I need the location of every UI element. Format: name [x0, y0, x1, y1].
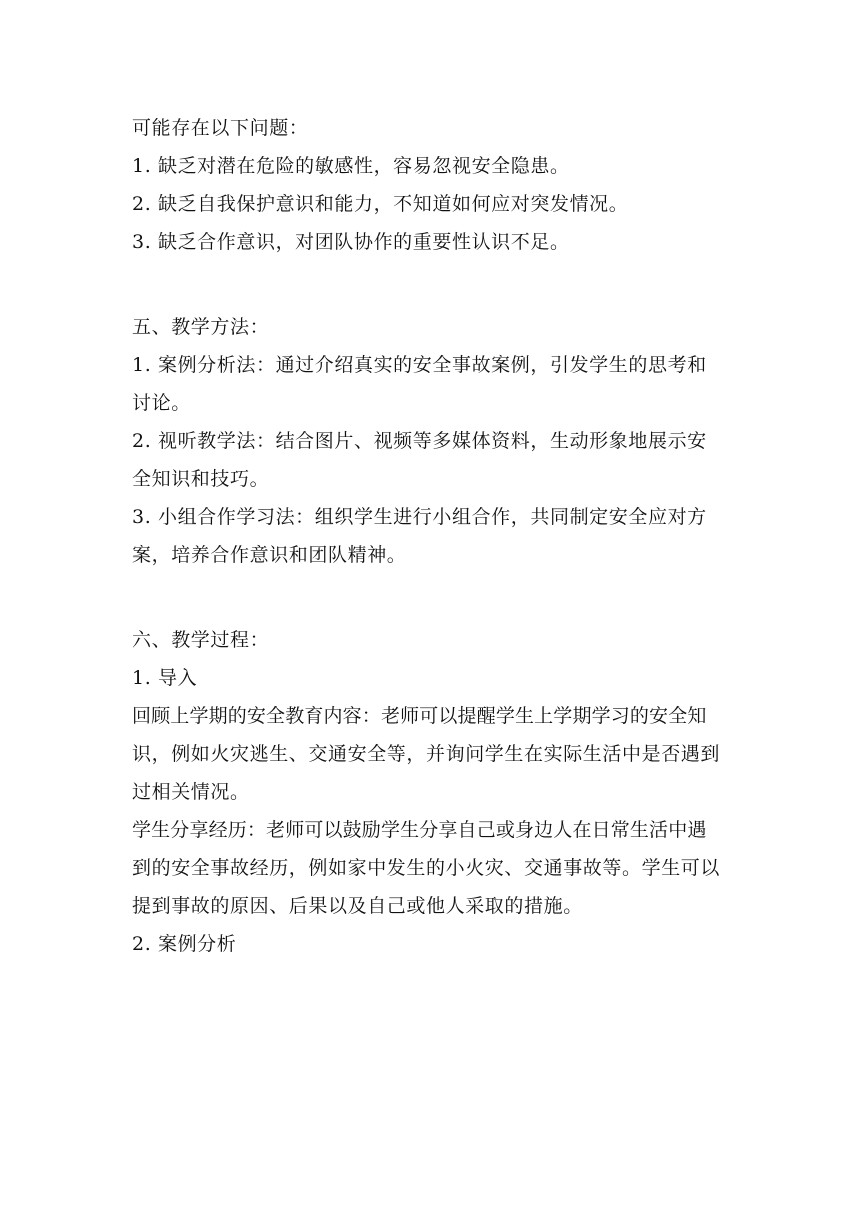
process-para-1-line-3: 过相关情况。 [132, 781, 250, 803]
intro-item-1: 1. 缺乏对潜在危险的敏感性，容易忽视安全隐患。 [132, 155, 570, 177]
document-body [132, 109, 728, 963]
intro-item-3: 3. 缺乏合作意识，对团队协作的重要性认识不足。 [132, 231, 570, 253]
process-para-2-line-1: 学生分享经历：老师可以鼓励学生分享自己或身边人在日常生活中遇 [132, 819, 707, 841]
intro-item-2: 2. 缺乏自我保护意识和能力，不知道如何应对突发情况。 [132, 193, 629, 215]
methods-item-2-line-2: 全知识和技巧。 [132, 468, 270, 490]
process-para-2-line-3: 提到事故的原因、后果以及自己或他人采取的措施。 [132, 895, 583, 917]
process-para-2-line-2: 到的安全事故经历，例如家中发生的小火灾、交通事故等。学生可以 [132, 857, 721, 879]
process-step-1: 1. 导入 [132, 667, 198, 689]
process-para-1-line-1: 回顾上学期的安全教育内容：老师可以提醒学生上学期学习的安全知 [132, 705, 707, 727]
section-spacer [132, 261, 728, 308]
methods-item-3-line-2: 案，培养合作意识和团队精神。 [132, 544, 407, 566]
intro-heading: 可能存在以下问题： [132, 117, 309, 139]
process-step-2: 2. 案例分析 [132, 933, 237, 955]
methods-item-2-line-1: 2. 视听教学法：结合图片、视频等多媒体资料，生动形象地展示安 [132, 430, 707, 452]
process-para-1-line-2: 识，例如火灾逃生、交通安全等，并询问学生在实际生活中是否遇到 [132, 743, 721, 765]
methods-item-1-line-1: 1. 案例分析法：通过介绍真实的安全事故案例，引发学生的思考和 [132, 354, 707, 376]
section-spacer [132, 574, 728, 621]
process-heading: 六、教学过程： [132, 629, 270, 651]
methods-heading: 五、教学方法： [132, 316, 270, 338]
methods-item-3-line-1: 3. 小组合作学习法：组织学生进行小组合作，共同制定安全应对方 [132, 506, 707, 528]
methods-item-1-line-2: 讨论。 [132, 392, 191, 414]
